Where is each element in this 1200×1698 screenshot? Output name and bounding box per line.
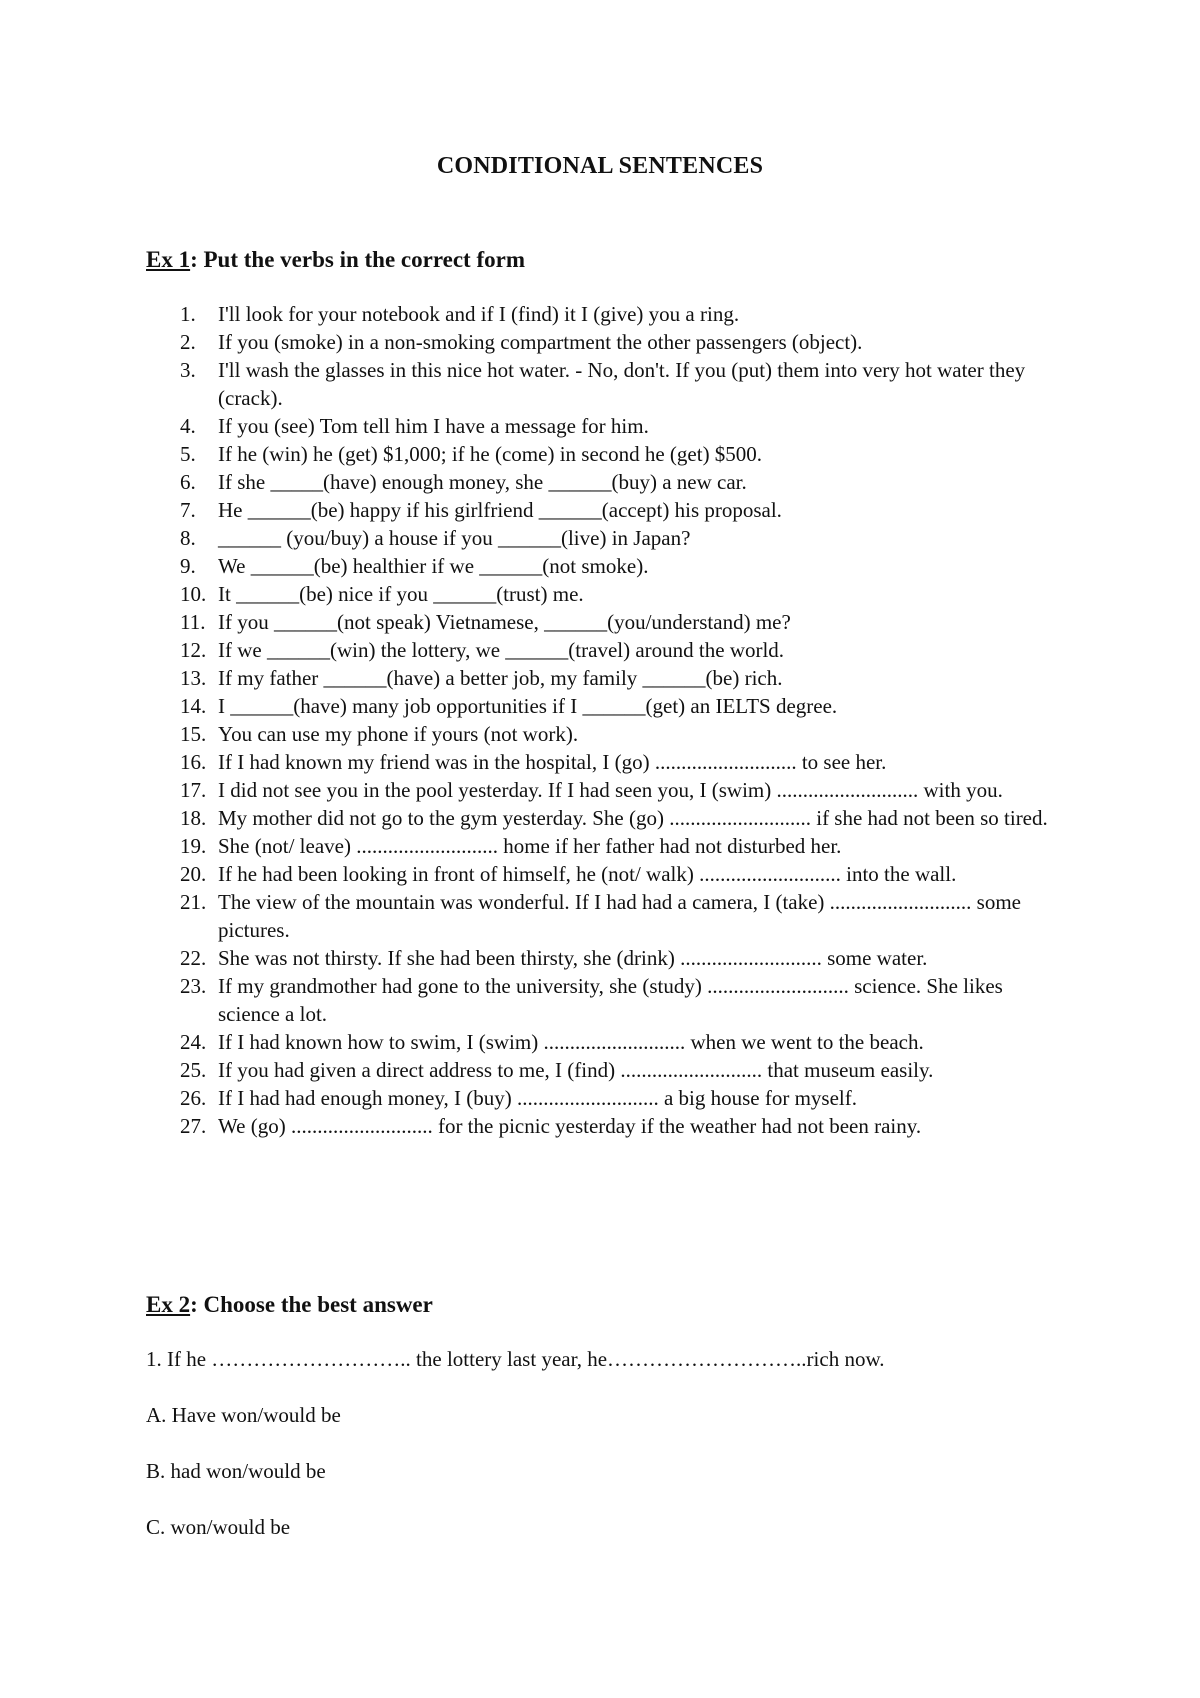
item-number: 23. (180, 974, 207, 998)
item-text: If you (smoke) in a non-smoking compartment the other passengers (object). (218, 330, 863, 354)
item-number: 17. (180, 778, 207, 802)
list-item (180, 300, 1060, 328)
item-number: 7. (180, 498, 196, 522)
item-text: The view of the mountain was wonderful. If I had had a camera, I (take) ........................... some pictures. (218, 890, 1021, 942)
item-number: 16. (180, 750, 207, 774)
item-text: We ______(be) healthier if we ______(not smoke). (218, 554, 649, 578)
item-text: You can use my phone if yours (not work). (218, 722, 579, 746)
item-number: 8. (180, 526, 196, 550)
list-item (180, 720, 1060, 748)
list-item (180, 608, 1060, 636)
exercise-2-block (146, 1345, 1086, 1569)
item-text: If my grandmother had gone to the university, she (study) ........................... science. She likes science a lot. (218, 974, 1003, 1026)
list-item (180, 804, 1060, 832)
item-text: If she _____(have) enough money, she ______(buy) a new car. (218, 470, 747, 494)
item-number: 21. (180, 890, 207, 914)
item-number: 6. (180, 470, 196, 494)
list-item (180, 1056, 1060, 1084)
item-number: 27. (180, 1114, 207, 1138)
list-item (180, 944, 1060, 972)
item-number: 20. (180, 862, 207, 886)
list-item (180, 860, 1060, 888)
item-number: 1. (180, 302, 196, 326)
list-item (180, 356, 1060, 412)
list-item (180, 1084, 1060, 1112)
item-number: 14. (180, 694, 207, 718)
item-number: 2. (180, 330, 196, 354)
exercise-2-tag: Ex 2 (146, 1292, 191, 1317)
exercise-2-instruction: : Choose the best answer (190, 1292, 433, 1317)
item-text: If you (see) Tom tell him I have a message for him. (218, 414, 649, 438)
answer-option-a: A. Have won/would be (146, 1403, 341, 1427)
item-number: 19. (180, 834, 207, 858)
item-text: We (go) ........................... for the picnic yesterday if the weather had not been rainy. (218, 1114, 922, 1138)
list-item (180, 496, 1060, 524)
list-item (180, 468, 1060, 496)
item-number: 5. (180, 442, 196, 466)
item-text: If my father ______(have) a better job, my family ______(be) rich. (218, 666, 783, 690)
item-number: 10. (180, 582, 207, 606)
exercise-1-list (180, 300, 1060, 1140)
list-item (180, 524, 1060, 552)
list-item (180, 664, 1060, 692)
list-item (180, 636, 1060, 664)
answer-option-b: B. had won/would be (146, 1459, 326, 1483)
list-item (180, 440, 1060, 468)
item-text: ______ (you/buy) a house if you ______(live) in Japan? (218, 526, 691, 550)
list-item (180, 552, 1060, 580)
item-text: If I had known how to swim, I (swim) ........................... when we went to the beach. (218, 1030, 924, 1054)
list-item (180, 776, 1060, 804)
item-text: I ______(have) many job opportunities if I ______(get) an IELTS degree. (218, 694, 838, 718)
item-text: If he had been looking in front of himself, he (not/ walk) ........................... into the wall. (218, 862, 957, 886)
item-number: 22. (180, 946, 207, 970)
page-title: CONDITIONAL SENTENCES (436, 153, 764, 179)
item-number: 25. (180, 1058, 207, 1082)
list-item (180, 972, 1060, 1028)
list-item (180, 328, 1060, 356)
item-number: 26. (180, 1086, 207, 1110)
list-item (180, 412, 1060, 440)
item-text: If you had given a direct address to me, I (find) ........................... that museum easily. (218, 1058, 934, 1082)
item-text: If we ______(win) the lottery, we ______(travel) around the world. (218, 638, 785, 662)
list-item (180, 1112, 1060, 1140)
list-item (180, 888, 1060, 944)
exercise-1-heading (146, 245, 525, 275)
item-number: 12. (180, 638, 207, 662)
list-item (180, 692, 1060, 720)
item-number: 11. (180, 610, 206, 634)
list-item (180, 748, 1060, 776)
item-text: If I had had enough money, I (buy) ........................... a big house for myself. (218, 1086, 858, 1110)
item-number: 4. (180, 414, 196, 438)
item-text: He ______(be) happy if his girlfriend ______(accept) his proposal. (218, 498, 782, 522)
item-number: 18. (180, 806, 207, 830)
item-number: 24. (180, 1030, 207, 1054)
item-text: I'll wash the glasses in this nice hot water. - No, don't. If you (put) them into very hot water they (crack). (218, 358, 1026, 410)
item-text: I did not see you in the pool yesterday. If I had seen you, I (swim) ........................... with you. (218, 778, 1003, 802)
item-text: If you ______(not speak) Vietnamese, ______(you/understand) me? (218, 610, 791, 634)
item-text: She (not/ leave) ........................... home if her father had not disturbed her. (218, 834, 842, 858)
item-number: 15. (180, 722, 207, 746)
exercise-1-tag: Ex 1 (146, 247, 191, 272)
item-text: If he (win) he (get) $1,000; if he (come) in second he (get) $500. (218, 442, 763, 466)
item-text: My mother did not go to the gym yesterday. She (go) ........................... if she had not been so tired. (218, 806, 1048, 830)
item-text: I'll look for your notebook and if I (find) it I (give) you a ring. (218, 302, 740, 326)
item-text: It ______(be) nice if you ______(trust) me. (218, 582, 584, 606)
question-text: 1. If he ……………………….. the lottery last year, he………………………..rich now. (146, 1347, 885, 1371)
list-item (180, 832, 1060, 860)
item-text: She was not thirsty. If she had been thirsty, she (drink) ........................... some water. (218, 946, 928, 970)
answer-option-c: C. won/would be (146, 1515, 291, 1539)
item-number: 13. (180, 666, 207, 690)
item-number: 3. (180, 358, 196, 382)
list-item (180, 580, 1060, 608)
exercise-1-instruction: : Put the verbs in the correct form (190, 247, 525, 272)
item-text: If I had known my friend was in the hospital, I (go) ........................... to see her. (218, 750, 887, 774)
list-item (180, 1028, 1060, 1056)
item-number: 9. (180, 554, 196, 578)
exercise-2-heading (146, 1290, 433, 1320)
